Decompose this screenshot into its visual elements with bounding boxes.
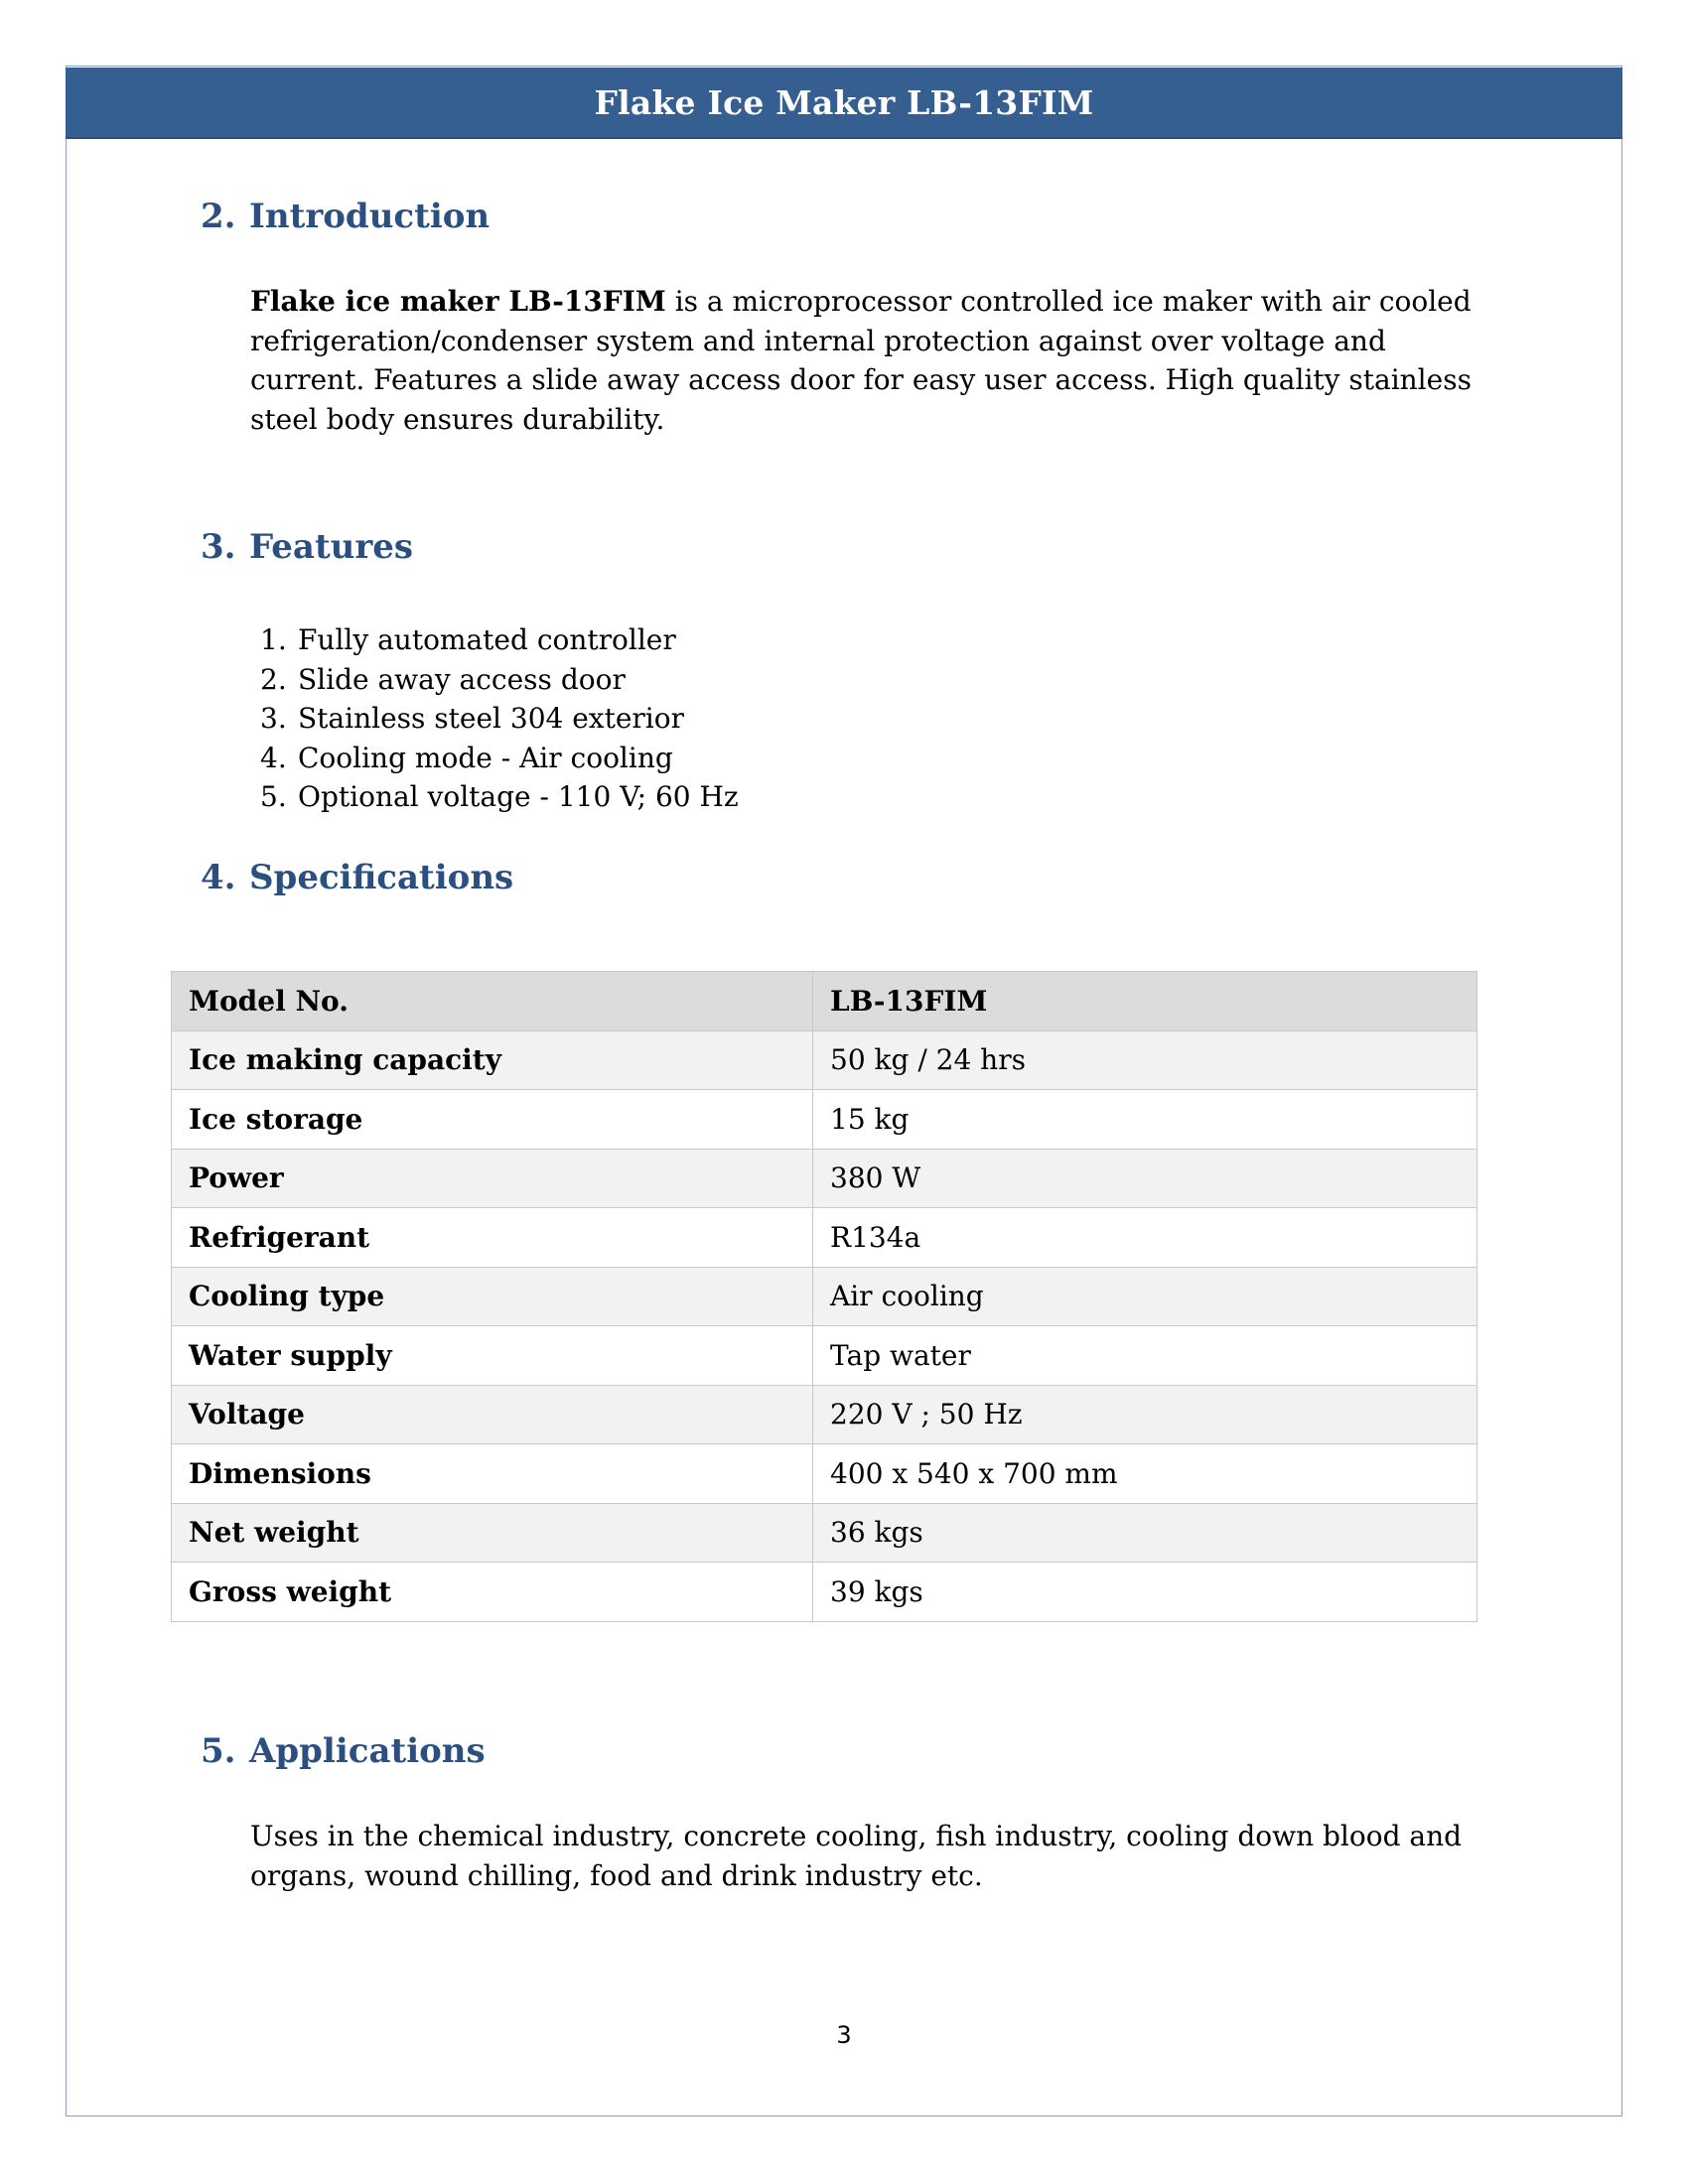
table-cell-label: Model No. <box>172 972 813 1031</box>
introduction-line-2: refrigeration/condenser system and internal protection against over voltage and <box>250 324 1386 357</box>
feature-number: 1. <box>260 623 287 656</box>
table-cell-label: Voltage <box>172 1385 813 1444</box>
page-number: 3 <box>836 2021 852 2049</box>
specifications-table <box>171 971 1477 1622</box>
table-cell-value: Air cooling <box>813 1267 1477 1326</box>
introduction-line-1-rest: is a microprocessor controlled ice maker with air cooled <box>665 285 1472 318</box>
applications-line-1: Uses in the chemical industry, concrete cooling, fish industry, cooling down blood and <box>250 1820 1463 1852</box>
introduction-line-3: current. Features a slide away access door for easy user access. High quality stainless <box>250 363 1472 396</box>
table-cell-label: Water supply <box>172 1326 813 1386</box>
table-cell-value: 380 W <box>813 1149 1477 1208</box>
table-row <box>172 1563 1477 1622</box>
introduction-line-4: steel body ensures durability. <box>250 402 665 436</box>
feature-text: Slide away access door <box>298 662 626 696</box>
introduction-heading <box>201 197 490 236</box>
table-cell-value: R134a <box>813 1208 1477 1268</box>
table-row <box>172 1503 1477 1563</box>
features-list <box>260 620 739 817</box>
features-number: 3. <box>201 527 236 567</box>
introduction-title: Introduction <box>249 197 491 236</box>
feature-text: Optional voltage - 110 V; 60 Hz <box>298 780 739 813</box>
table-cell-label: Ice storage <box>172 1090 813 1150</box>
feature-number: 3. <box>260 702 287 735</box>
table-row <box>172 1326 1477 1386</box>
table-row <box>172 1208 1477 1268</box>
features-title: Features <box>249 527 414 567</box>
feature-item <box>260 620 739 660</box>
table-header-row <box>172 972 1477 1031</box>
introduction-number: 2. <box>201 197 236 236</box>
table-row <box>172 1090 1477 1150</box>
introduction-paragraph <box>250 282 1481 439</box>
feature-item <box>260 660 739 700</box>
table-row <box>172 1149 1477 1208</box>
table-cell-label: Cooling type <box>172 1267 813 1326</box>
table-cell-value: Tap water <box>813 1326 1477 1386</box>
applications-number: 5. <box>201 1731 236 1771</box>
table-row <box>172 1444 1477 1504</box>
specifications-heading <box>201 858 513 897</box>
feature-number: 2. <box>260 662 287 696</box>
feature-text: Stainless steel 304 exterior <box>298 702 685 735</box>
table-row <box>172 1385 1477 1444</box>
table-cell-value: LB-13FIM <box>813 972 1477 1031</box>
feature-text: Cooling mode - Air cooling <box>298 741 673 774</box>
feature-item <box>260 777 739 817</box>
table-cell-label: Net weight <box>172 1503 813 1563</box>
applications-line-2: organs, wound chilling, food and drink industry etc. <box>250 1858 983 1892</box>
table-cell-value: 220 V ; 50 Hz <box>813 1385 1477 1444</box>
feature-item <box>260 739 739 778</box>
table-row <box>172 1267 1477 1326</box>
table-cell-value: 50 kg / 24 hrs <box>813 1030 1477 1090</box>
applications-paragraph <box>250 1817 1481 1895</box>
table-cell-value: 400 x 540 x 700 mm <box>813 1444 1477 1504</box>
table-cell-value: 39 kgs <box>813 1563 1477 1622</box>
table-cell-label: Ice making capacity <box>172 1030 813 1090</box>
feature-item <box>260 699 739 739</box>
table-cell-label: Gross weight <box>172 1563 813 1622</box>
product-name-bold: Flake ice maker LB-13FIM <box>250 285 666 318</box>
feature-number: 4. <box>260 741 287 774</box>
table-cell-label: Power <box>172 1149 813 1208</box>
header-bar <box>66 68 1622 139</box>
specifications-number: 4. <box>201 858 236 897</box>
applications-heading <box>201 1731 486 1771</box>
table-cell-label: Refrigerant <box>172 1208 813 1268</box>
feature-number: 5. <box>260 780 287 813</box>
table-cell-value: 36 kgs <box>813 1503 1477 1563</box>
features-heading <box>201 527 413 567</box>
applications-title: Applications <box>249 1731 486 1771</box>
table-row <box>172 1030 1477 1090</box>
document-title: Flake Ice Maker LB-13FIM <box>594 82 1094 122</box>
feature-text: Fully automated controller <box>298 623 676 656</box>
table-cell-label: Dimensions <box>172 1444 813 1504</box>
introduction-line-1 <box>250 282 1481 322</box>
specifications-title: Specifications <box>249 858 514 897</box>
table-cell-value: 15 kg <box>813 1090 1477 1150</box>
